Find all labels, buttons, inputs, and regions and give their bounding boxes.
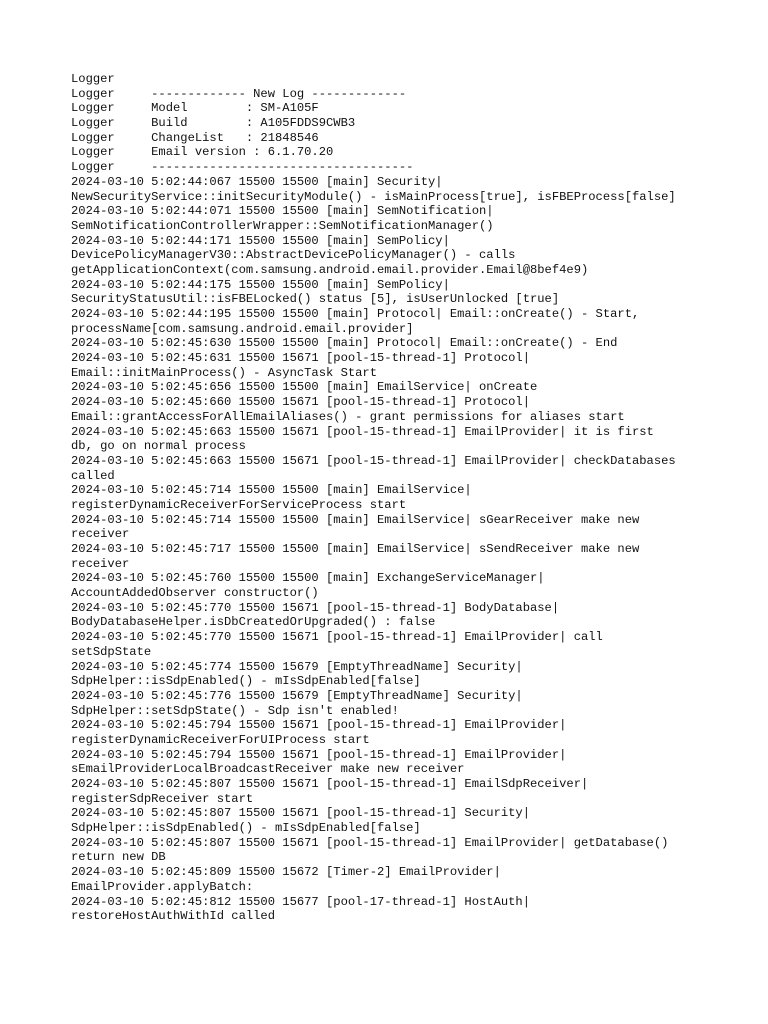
log-line: 2024-03-10 5:02:45:794 15500 15671 [pool-15-thread-1] EmailProvider|	[71, 747, 567, 762]
log-line: 2024-03-10 5:02:45:714 15500 15500 [main] EmailService|	[71, 483, 472, 498]
log-line: SemNotificationControllerWrapper::SemNotificationManager()	[71, 218, 494, 233]
log-line: 2024-03-10 5:02:44:071 15500 15500 [main] SemNotification|	[71, 204, 494, 219]
log-line: 2024-03-10 5:02:45:760 15500 15500 [main] ExchangeServiceManager|	[71, 571, 545, 586]
log-line: 2024-03-10 5:02:45:663 15500 15671 [pool-15-thread-1] EmailProvider| it is first	[71, 424, 654, 439]
log-line: 2024-03-10 5:02:45:770 15500 15671 [pool-15-thread-1] EmailProvider| call	[71, 630, 603, 645]
log-line: NewSecurityService::initSecurityModule() - isMainProcess[true], isFBEProcess[false]	[71, 189, 676, 204]
log-line: 2024-03-10 5:02:45:630 15500 15500 [main] Protocol| Email::onCreate() - End	[71, 336, 618, 351]
log-line: Logger ------------- New Log -------------	[71, 86, 407, 101]
log-line: SdpHelper::setSdpState() - Sdp isn't enabled!	[71, 703, 399, 718]
log-line: db, go on normal process	[71, 439, 246, 454]
log-line: 2024-03-10 5:02:45:714 15500 15500 [main] EmailService| sGearReceiver make new	[71, 512, 640, 527]
log-line: receiver	[71, 556, 130, 571]
log-line: AccountAddedObserver constructor()	[71, 586, 319, 601]
log-line: 2024-03-10 5:02:45:631 15500 15671 [pool-15-thread-1] Protocol|	[71, 351, 530, 366]
log-line: getApplicationContext(com.samsung.android.email.provider.Email@8bef4e9)	[71, 262, 589, 277]
log-line: 2024-03-10 5:02:45:774 15500 15679 [EmptyThreadName] Security|	[71, 659, 523, 674]
log-line: 2024-03-10 5:02:45:656 15500 15500 [main] EmailService| onCreate	[71, 380, 538, 395]
log-line: Logger Model : SM-A105F	[71, 101, 319, 116]
log-line: DevicePolicyManagerV30::AbstractDevicePolicyManager() - calls	[71, 248, 516, 263]
log-line: 2024-03-10 5:02:45:663 15500 15671 [pool-15-thread-1] EmailProvider| checkDatabases	[71, 453, 676, 468]
log-line: 2024-03-10 5:02:45:809 15500 15672 [Timer-2] EmailProvider|	[71, 865, 501, 880]
log-line: setSdpState	[71, 644, 152, 659]
log-line: called	[71, 468, 115, 483]
log-line: SecurityStatusUtil::isFBELocked() status [5], isUserUnlocked [true]	[71, 292, 560, 307]
log-line: registerDynamicReceiverForUIProcess start	[71, 732, 370, 747]
log-line: 2024-03-10 5:02:45:807 15500 15671 [pool-15-thread-1] EmailSdpReceiver|	[71, 777, 589, 791]
log-line: 2024-03-10 5:02:45:660 15500 15671 [pool-15-thread-1] Protocol|	[71, 395, 530, 410]
log-line: 2024-03-10 5:02:45:812 15500 15677 [pool-17-thread-1] HostAuth|	[71, 894, 530, 909]
log-line: 2024-03-10 5:02:45:770 15500 15671 [pool-15-thread-1] BodyDatabase|	[71, 600, 560, 615]
log-page	[71, 72, 721, 924]
log-line: Email::initMainProcess() - AsyncTask Start	[71, 365, 377, 380]
log-line: Logger Build : A105FDDS9CWB3	[71, 116, 356, 131]
log-line: Logger ChangeList : 21848546	[71, 130, 319, 145]
log-line: Email::grantAccessForAllEmailAliases() - grant permissions for aliases start	[71, 409, 625, 424]
log-line: restoreHostAuthWithId called	[71, 909, 275, 924]
log-line: registerDynamicReceiverForServiceProcess start	[71, 497, 407, 512]
log-line: return new DB	[71, 850, 166, 865]
log-line: 2024-03-10 5:02:44:171 15500 15500 [main] SemPolicy|	[71, 233, 450, 248]
log-line: BodyDatabaseHelper.isDbCreatedOrUpgraded() : false	[71, 615, 436, 630]
log-lines	[71, 72, 721, 924]
log-line: 2024-03-10 5:02:45:776 15500 15679 [EmptyThreadName] Security|	[71, 688, 523, 703]
log-line: Logger Email version : 6.1.70.20	[71, 145, 334, 160]
log-line: 2024-03-10 5:02:45:807 15500 15671 [pool-15-thread-1] Security|	[71, 806, 530, 821]
log-line: registerSdpReceiver start	[71, 791, 254, 806]
log-line: 2024-03-10 5:02:45:794 15500 15671 [pool-15-thread-1] EmailProvider|	[71, 718, 567, 733]
log-line: 2024-03-10 5:02:45:717 15500 15500 [main] EmailService| sSendReceiver make new	[71, 542, 640, 556]
log-line: processName[com.samsung.android.email.provider]	[71, 321, 414, 336]
log-line: 2024-03-10 5:02:44:175 15500 15500 [main] SemPolicy|	[71, 277, 450, 292]
log-line: Logger ------------------------------------	[71, 160, 414, 175]
log-line: SdpHelper::isSdpEnabled() - mIsSdpEnabled[false]	[71, 821, 421, 836]
log-line: 2024-03-10 5:02:44:067 15500 15500 [main] Security|	[71, 174, 443, 189]
log-line: SdpHelper::isSdpEnabled() - mIsSdpEnabled[false]	[71, 674, 421, 689]
log-line: Logger	[71, 72, 115, 86]
log-line: 2024-03-10 5:02:45:807 15500 15671 [pool-15-thread-1] EmailProvider| getDatabase()	[71, 835, 669, 850]
log-line: sEmailProviderLocalBroadcastReceiver make new receiver	[71, 762, 465, 777]
log-line: 2024-03-10 5:02:44:195 15500 15500 [main] Protocol| Email::onCreate() - Start,	[71, 307, 640, 321]
log-line: EmailProvider.applyBatch:	[71, 879, 254, 894]
log-line: receiver	[71, 527, 130, 542]
